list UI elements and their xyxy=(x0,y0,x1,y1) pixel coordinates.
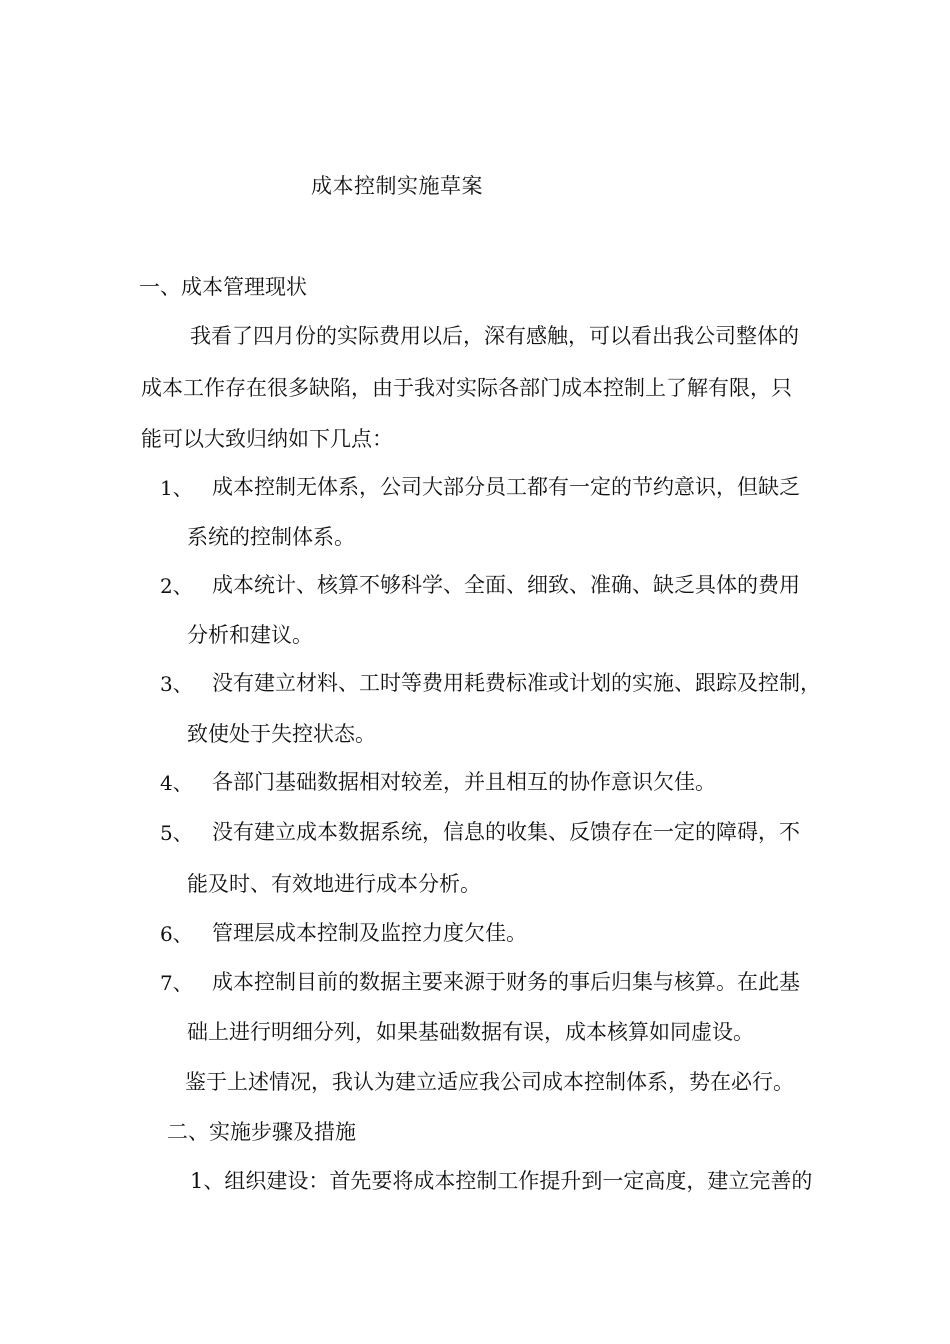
document-title: 成本控制实施草案 xyxy=(311,174,483,198)
list-number: 2、 xyxy=(160,574,193,598)
list-item-line: 系统的控制体系。 xyxy=(187,525,355,549)
list-number: 6、 xyxy=(160,922,193,946)
list-number: 1、 xyxy=(160,476,193,500)
paragraph-line: 能可以大致归纳如下几点： xyxy=(141,427,393,451)
list-number: 4、 xyxy=(160,771,193,795)
list-item-line: 分析和建议。 xyxy=(187,623,313,647)
section-heading: 二、实施步骤及措施 xyxy=(167,1120,356,1144)
text-run: 成本工作存在很多缺陷，由于我对实际各部门成本控制上了解有限，只 xyxy=(141,376,792,400)
list-item-line: 成本统计、核算不够科学、全面、细致、准确、缺乏具体的费用 xyxy=(212,573,800,597)
list-number: 7、 xyxy=(160,971,193,995)
list-item-line: 础上进行明细分列，如果基础数据有误，成本核算如同虚设。 xyxy=(187,1020,754,1044)
text-run: 我看了四月份的实际费用以后，深有感触，可以看出我公司整体的 xyxy=(190,324,799,348)
paragraph-line: 鉴于上述情况，我认为建立适应我公司成本控制体系，势在必行。 xyxy=(185,1070,794,1094)
list-number: 5、 xyxy=(160,821,193,845)
list-item-line: 没有建立材料、工时等费用耗费标准或计划的实施、跟踪及控制， xyxy=(212,671,821,695)
section-heading: 一、成本管理现状 xyxy=(139,275,307,299)
list-item-line: 能及时、有效地进行成本分析。 xyxy=(187,872,481,896)
list-item-line: 管理层成本控制及监控力度欠佳。 xyxy=(212,921,527,945)
list-item-line: 成本控制目前的数据主要来源于财务的事后归集与核算。在此基 xyxy=(212,970,800,994)
paragraph-line xyxy=(141,378,846,399)
paragraph-line: 1、组织建设：首先要将成本控制工作提升到一定高度，建立完善的 xyxy=(190,1169,813,1193)
paragraph-line xyxy=(190,326,846,347)
list-item-line: 没有建立成本数据系统，信息的收集、反馈存在一定的障碍，不 xyxy=(212,820,800,844)
list-item-line: 各部门基础数据相对较差，并且相互的协作意识欠佳。 xyxy=(212,770,716,794)
list-item-line: 致使处于失控状态。 xyxy=(187,722,376,746)
list-item-line: 成本控制无体系，公司大部分员工都有一定的节约意识，但缺乏 xyxy=(212,475,800,499)
list-number: 3、 xyxy=(160,672,193,696)
